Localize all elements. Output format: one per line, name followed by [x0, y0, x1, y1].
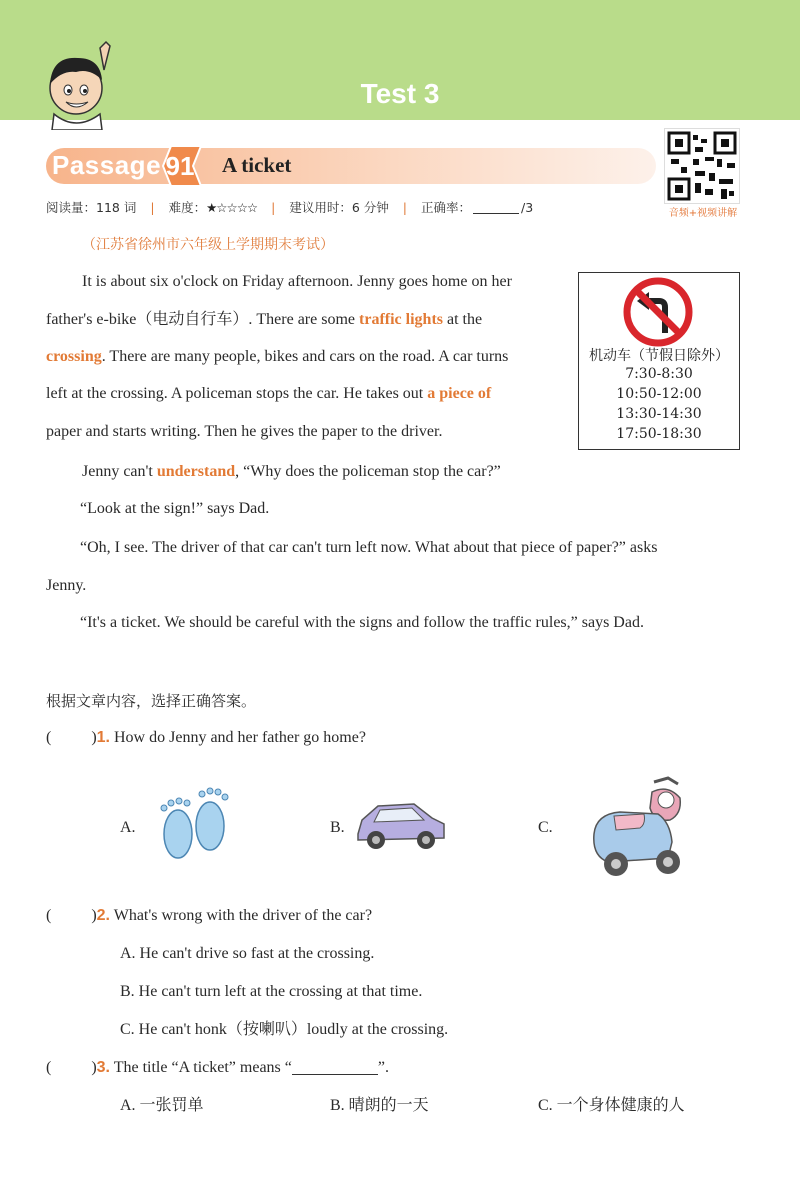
test-title: Test 3: [360, 78, 440, 109]
option-b[interactable]: B.: [330, 819, 345, 836]
difficulty-label: 难度：: [168, 200, 207, 215]
option-c[interactable]: C.: [538, 819, 553, 836]
paragraph-line: Jenny can't understand, “Why does the policeman stop the car?”: [82, 463, 501, 480]
qr-code-icon[interactable]: [664, 128, 740, 204]
sign-title: 机动车（节假日除外）: [589, 348, 729, 364]
paragraph-line: “It's a ticket. We should be careful with the signs and follow the traffic rules,” says Dad.: [80, 614, 644, 631]
fill-blank[interactable]: [292, 1074, 378, 1075]
instruction: 根据文章内容，选择正确答案。: [46, 692, 257, 710]
sign-time-2: 10:50-12:00: [616, 386, 702, 402]
paragraph-line: paper and starts writing. Then he gives the paper to the driver.: [46, 423, 443, 440]
accuracy-label: 正确率：: [420, 200, 471, 215]
paragraph-line: “Oh, I see. The driver of that car can't turn left now. What about that piece of paper?” asks: [80, 539, 658, 556]
option-c[interactable]: C. 一个身体健康的人: [538, 1097, 685, 1114]
no-left-turn-sign-icon: [623, 277, 693, 347]
question-1: ( )1. How do Jenny and her father go home?: [46, 729, 366, 746]
passage-title: A ticket: [222, 153, 292, 177]
sign-time-4: 17:50-18:30: [616, 426, 702, 442]
paragraph-line: father's e-bike（电动自行车）. There are some traffic lights at the: [46, 311, 483, 328]
paragraph-line: crossing. There are many people, bikes and cars on the road. A car turns: [46, 348, 509, 365]
sign-time-3: 13:30-14:30: [616, 406, 702, 422]
vocab-highlight: understand: [156, 463, 236, 480]
info-line: 阅读量：118 词 | 难度：★☆☆☆☆ | 建议用时：6 分钟 | 正确率： /3: [46, 200, 534, 215]
passage-number: 91: [165, 151, 195, 181]
vocab-highlight: traffic lights: [359, 311, 443, 328]
vocab-highlight: a piece of: [427, 385, 492, 402]
difficulty-stars: ★☆☆☆☆: [206, 200, 258, 215]
option-a[interactable]: A. He can't drive so fast at the crossing.: [120, 945, 375, 962]
paragraph-line: “Look at the sign!” says Dad.: [80, 500, 270, 517]
footprints-icon: [152, 784, 234, 868]
suggested-time: 建议用时：6 分钟: [289, 200, 389, 215]
accuracy-total: /3: [521, 200, 534, 215]
option-c[interactable]: C. He can't honk（按喇叭）loudly at the crossing.: [120, 1021, 449, 1038]
qr-label: 音频+视频讲解: [668, 208, 738, 219]
option-b[interactable]: B. He can't turn left at the crossing at that time.: [120, 983, 423, 1000]
paragraph-line: It is about six o'clock on Friday afternoon. Jenny goes home on her: [82, 273, 512, 290]
paragraph-line: left at the crossing. A policeman stops the car. He takes out a piece of: [46, 385, 492, 402]
option-a[interactable]: A. 一张罚单: [120, 1097, 204, 1114]
accuracy-blank[interactable]: [473, 213, 519, 214]
option-a[interactable]: A.: [120, 819, 136, 836]
exam-source: （江苏省徐州市六年级上学期期末考试）: [82, 237, 334, 253]
paragraph-line: Jenny.: [46, 577, 87, 594]
vocab-highlight: crossing: [46, 348, 102, 365]
reading-count: 阅读量：118 词: [46, 200, 137, 215]
passage-label: Passage: [52, 150, 162, 180]
question-3: ( )3. The title “A ticket” means “ ”.: [46, 1059, 389, 1076]
sign-time-1: 7:30-8:30: [625, 366, 693, 382]
option-b[interactable]: B. 晴朗的一天: [330, 1097, 429, 1114]
e-bike-icon: [584, 774, 696, 882]
car-icon: [352, 794, 448, 856]
question-2: ( )2. What's wrong with the driver of the car?: [46, 907, 373, 924]
